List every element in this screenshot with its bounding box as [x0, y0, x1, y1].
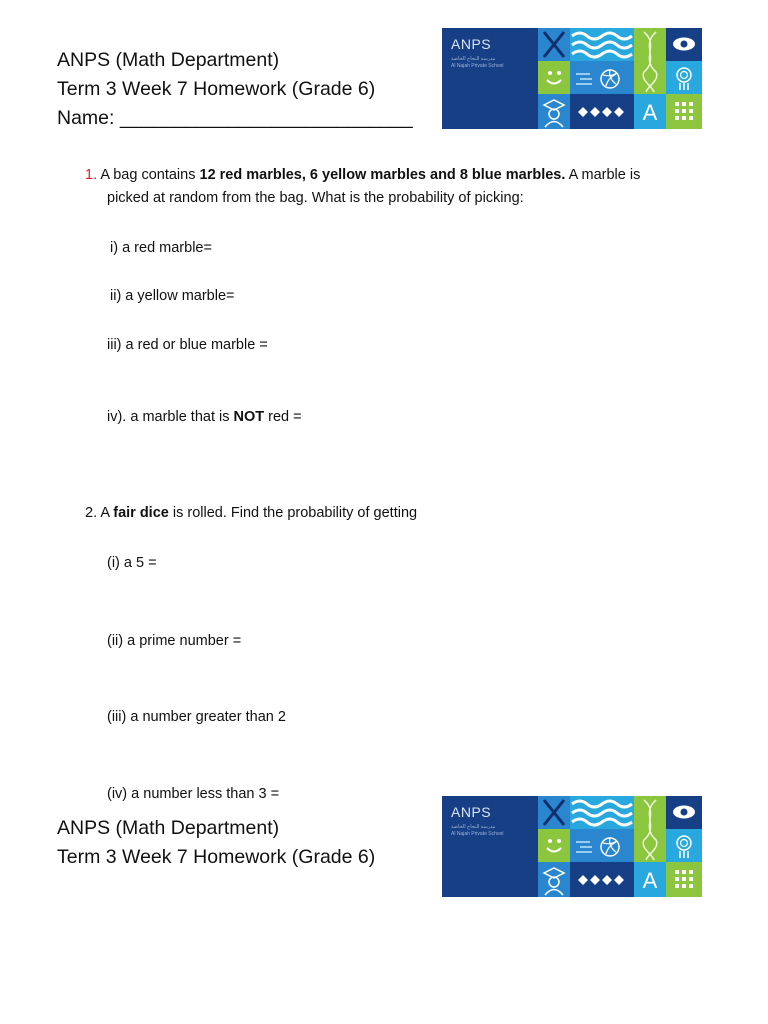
school-banner-logo-bottom: [442, 796, 702, 897]
question-1-part-i: i) a red marble=: [110, 240, 212, 256]
question-1-part-ii: ii) a yellow marble=: [110, 288, 235, 304]
volleyball-icon: [570, 61, 634, 94]
question-2-post: is rolled. Find the probability of getting: [168, 505, 418, 521]
smiley-icon: [538, 61, 570, 94]
graduate-icon: [538, 94, 570, 129]
question-2-pre: 2. A: [85, 505, 114, 521]
graduate-icon: [538, 862, 570, 897]
question-1-part-iv-bold: NOT: [233, 409, 265, 425]
wave-icon: [570, 28, 634, 61]
letter-a-tile: [634, 862, 666, 897]
banner-brand: ANPS: [451, 804, 492, 820]
question-1-after: A marble is: [565, 167, 641, 183]
diamonds-icon: [570, 862, 634, 897]
letter-a-glyph: A: [642, 868, 658, 893]
eye-icon: [666, 796, 702, 829]
banner-brand: ANPS: [451, 36, 492, 52]
department-title: ANPS (Math Department): [57, 49, 280, 71]
dna-cross-icon: [538, 28, 570, 61]
dna-helix-icon: [634, 28, 666, 94]
question-1: [85, 164, 640, 186]
footer-header: [57, 814, 375, 872]
braille-dots-icon: [666, 862, 702, 897]
wave-icon: [570, 796, 634, 829]
dna-cross-icon: [538, 796, 570, 829]
banner-brand-panel: [442, 28, 538, 129]
homework-title: Term 3 Week 7 Homework (Grade 6): [57, 78, 376, 100]
banner-arabic-name: مدرسة النجاح الخاصة: [451, 56, 496, 62]
volleyball-icon: [570, 829, 634, 862]
question-1-part-iv-pre: iv). a marble that is: [107, 409, 234, 425]
question-2-bold: fair dice: [113, 505, 169, 521]
diamonds-icon: [570, 94, 634, 129]
name-field-label: Name: ___________________________: [57, 107, 413, 129]
question-1-line-2: picked at random from the bag. What is the probability of picking:: [107, 190, 524, 206]
question-2-part-iv: (iv) a number less than 3 =: [107, 786, 280, 802]
question-1-intro: A bag contains: [100, 167, 200, 183]
question-2: [85, 502, 417, 524]
letter-a-tile: [634, 94, 666, 129]
dna-helix-icon: [634, 796, 666, 862]
braille-dots-icon: [666, 94, 702, 129]
footer-homework-title: Term 3 Week 7 Homework (Grade 6): [57, 846, 376, 868]
question-1-part-iv-post: red =: [264, 409, 302, 425]
question-2-part-iii: (iii) a number greater than 2: [107, 709, 286, 725]
question-2-part-i: (i) a 5 =: [107, 555, 157, 571]
banner-english-name: Al Najah Private School: [451, 831, 504, 837]
footer-department-title: ANPS (Math Department): [57, 817, 280, 839]
banner-english-name: Al Najah Private School: [451, 63, 504, 69]
smiley-icon: [538, 829, 570, 862]
letter-a-glyph: A: [642, 100, 658, 125]
banner-arabic-name: مدرسة النجاح الخاصة: [451, 824, 496, 830]
question-1-part-iii: iii) a red or blue marble =: [107, 337, 268, 353]
worksheet-header: [57, 46, 413, 133]
fingerprint-icon: [666, 829, 702, 862]
question-1-bold: 12 red marbles, 6 yellow marbles and 8 blue marbles.: [199, 167, 566, 183]
school-banner-logo: [442, 28, 702, 129]
question-2-part-ii: (ii) a prime number =: [107, 633, 242, 649]
fingerprint-icon: [666, 61, 702, 94]
question-1-number: 1.: [85, 167, 98, 183]
banner-brand-panel: [442, 796, 538, 897]
eye-icon: [666, 28, 702, 61]
question-1-part-iv: [107, 406, 302, 428]
